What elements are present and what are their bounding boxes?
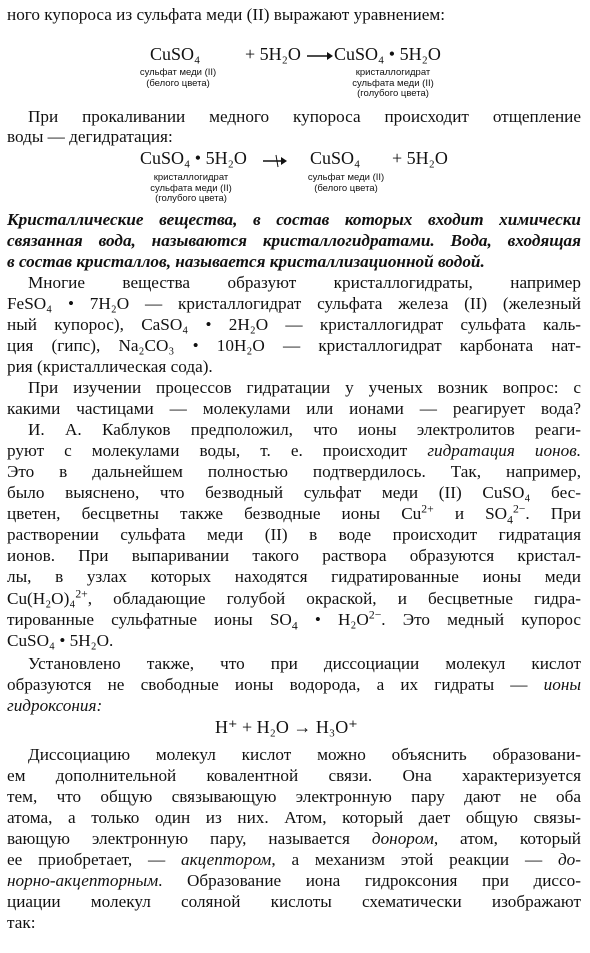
text-line: рия (кристаллическая сода).	[7, 357, 213, 376]
text-line	[7, 674, 581, 695]
text-line: атома, а только один из них. Атом, который дает общую связы-	[7, 808, 581, 827]
formula-caso4: CaSO₄ • 2H₂O	[141, 315, 269, 334]
text-fragment: вающую электронную пару, называется	[7, 829, 372, 848]
text-line	[7, 335, 581, 356]
text-fragment: цветен, бесцветны также безводные ионы Cu	[7, 504, 422, 523]
text-fragment: тированные сульфатные ионы SO	[7, 610, 292, 629]
text-line	[7, 502, 581, 527]
term-donor-acceptor: до-	[557, 850, 581, 869]
definition-line: в состав кристаллов, называется кристаллизационной водой.	[7, 252, 485, 271]
text-line	[7, 870, 581, 891]
text-line	[7, 293, 581, 314]
text-line	[7, 828, 581, 849]
formula-hydronium: H⁺ + H₂O → H₃O⁺	[215, 717, 358, 737]
text-fragment: ный купорос),	[7, 315, 142, 334]
text-line: какими частицами — молекулами или ионами — реагирует вода?	[7, 399, 581, 418]
ion-charge: 2−	[512, 502, 526, 516]
ion-charge: 2+	[75, 587, 88, 601]
caption-crystal-hydrate: кристаллогидрат сульфата меди (II) (голубого цвета)	[352, 67, 434, 99]
formula-cuso4: CuSO₄	[150, 44, 201, 64]
formula-cu-aqua: Cu(H₂O)₄	[7, 589, 76, 608]
formula-cuso4-5h2o: CuSO₄ • 5H₂O	[334, 44, 441, 64]
text-fragment: — кристаллогидрат карбоната нат-	[264, 336, 581, 355]
formula-na2co3: Na₂CO₃ • 10H₂O	[118, 336, 265, 355]
ion-charge: 2−	[368, 608, 382, 622]
text-line	[7, 588, 581, 609]
formula-plus-5h2o: + 5H₂O	[245, 44, 301, 64]
formula-cuso4-b: CuSO₄	[310, 148, 361, 168]
caption-white-cuso4: сульфат меди (II) (белого цвета)	[307, 172, 385, 194]
text-line: Диссоциацию молекул кислот можно объяснить образовани-	[28, 745, 581, 764]
text-fragment: . При	[525, 504, 581, 523]
text-line	[7, 314, 581, 335]
text-line	[7, 608, 581, 633]
formula-plus-5h2o-b: + 5H₂O	[392, 148, 448, 168]
text-line: циации молекул соляной кислоты схематически изображают	[7, 892, 581, 911]
text-line: так:	[7, 913, 36, 932]
text-fragment: — кристаллогидрат сульфата каль-	[268, 315, 582, 334]
text-line: ного купороса из сульфата меди (II) выражают уравнением:	[7, 5, 446, 24]
text-line: И. А. Каблуков предположил, что ионы электролитов реаги-	[28, 420, 581, 439]
text-fragment: ее приобретает, —	[7, 850, 181, 869]
text-fragment: , атом, который	[433, 829, 581, 848]
text-fragment: , обладающие голубой окраской, и бесцветные гидра-	[87, 589, 581, 608]
formula-feso4: FeSO₄ • 7H₂O	[7, 294, 130, 313]
text-fragment: образуются не свободные ионы водорода, а их гидраты —	[7, 675, 544, 694]
text-line: тем, что общую связывающую электронную пару дают не оба	[7, 787, 581, 806]
text-line: лы, в узлах которых находятся гидратированные ионы меди	[7, 567, 581, 586]
term-hydronium: ионы	[543, 675, 581, 694]
text-line: ем дополнительной ковалентной связи. Она характеризуется	[7, 766, 581, 785]
text-fragment: руют с молекулами воды, т. е. происходит	[7, 441, 428, 460]
ion-charge: 2+	[421, 502, 434, 516]
text-fragment: , а механизм этой реакции —	[271, 850, 558, 869]
term-donor: донором	[371, 829, 434, 848]
text-line: было выяснено, что безводный сульфат меди (II) CuSO₄ бес-	[7, 483, 581, 502]
caption-white-cuso4: сульфат меди (II) (белого цвета)	[139, 67, 217, 89]
text-line	[7, 440, 581, 461]
text-line: Многие вещества образуют кристаллогидраты, например	[28, 273, 581, 292]
text-line: растворении сульфата меди (II) в воде происходит гидратация	[7, 525, 581, 544]
term-ion-hydration: гидратация ионов.	[427, 441, 581, 460]
text-line: CuSO₄ • 5H₂O.	[7, 631, 114, 650]
text-line: При прокаливании медного купороса происходит отщепление	[28, 107, 581, 126]
text-line: ионов. При выпаривании такого раствора образуются кристал-	[7, 546, 581, 565]
text-line: воды — дегидратация:	[7, 127, 173, 146]
text-line: При изучении процессов гидратации у ученых возник вопрос: с	[28, 378, 581, 397]
text-line: гидроксония:	[7, 696, 103, 715]
reaction-arrow-icon	[306, 50, 334, 62]
text-line: Это в дальнейшем полностью подтвердилось. Так, например,	[7, 462, 581, 481]
caption-crystal-hydrate: кристаллогидрат сульфата меди (II) (голубого цвета)	[150, 172, 232, 204]
text-fragment: — кристаллогидрат сульфата железа (II) (железный	[129, 294, 581, 313]
term-acceptor: акцептором	[180, 850, 272, 869]
formula-cuso4-5h2o-b: CuSO₄ • 5H₂O	[140, 148, 247, 168]
reaction-arrow-icon	[262, 154, 288, 168]
text-fragment: • H₂O	[297, 610, 369, 629]
text-fragment: ция (гипс),	[7, 336, 119, 355]
subscript: 4	[507, 513, 513, 527]
text-fragment: . Это медный купорос	[381, 610, 581, 629]
text-line	[7, 849, 581, 870]
definition-line: Кристаллические вещества, в состав которых входит химически	[7, 210, 581, 229]
subscript: 4	[291, 619, 298, 633]
text-fragment: . Образование иона гидроксония при диссо-	[158, 871, 581, 890]
text-fragment: и SO	[433, 504, 508, 523]
term-donor-acceptor: норно-акцепторным	[7, 871, 159, 890]
definition-line: связанная вода, называются кристаллогидратами. Вода, входящая	[7, 231, 581, 250]
text-line: Установлено также, что при диссоциации молекул кислот	[28, 654, 581, 673]
